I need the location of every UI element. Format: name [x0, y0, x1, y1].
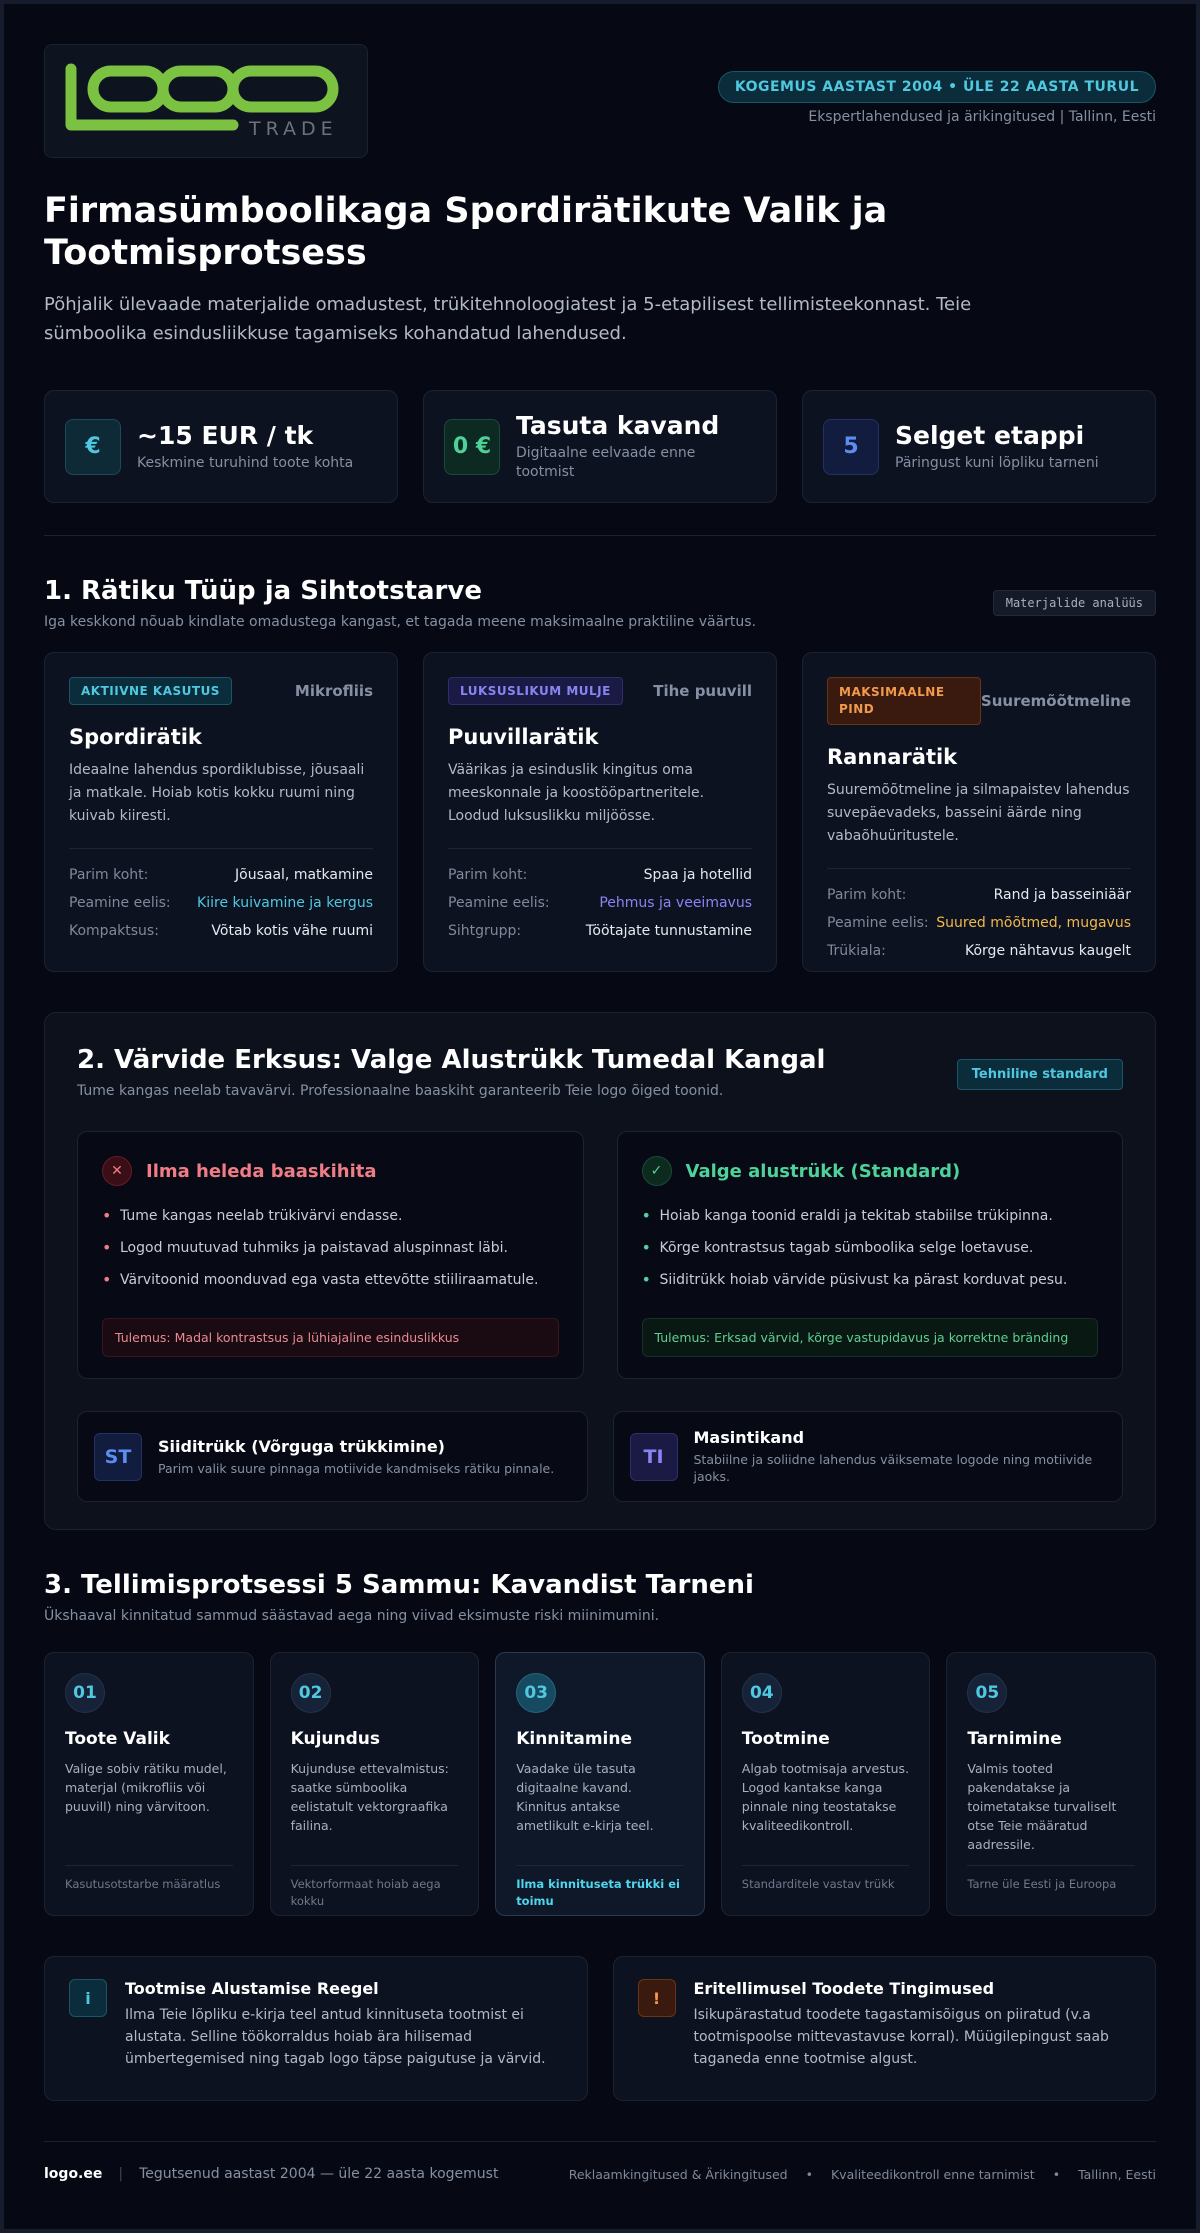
step-name: Tootmine [741, 1729, 830, 1749]
note-desc: Ilma Teie lõpliku e-kirja teel antud kinnituseta tootmist ei alustata. Selline töökorraldus hoiab ära hilisemad ümbertegemised ning tagab logo täpse paigutuse ja värvid. [125, 2007, 546, 2067]
header-subline: Ekspertlahendused ja ärikingitused | Tallinn, Eesti [808, 109, 1156, 125]
note-desc: Isikupärastatud toodete tagastamisõigus on piiratud (v.a tootmispoolse mittevastavuse korral). Müügilepingust saab taganeda enne tootmise algust. [693, 2007, 1109, 2067]
fabric-row [448, 889, 752, 917]
logo-wordmark: TRADE [249, 118, 338, 140]
section-subtitle: Tume kangas neelab tavavärvi. Professionaalne baaskiht garanteerib Teie logo õiged toonid. [77, 1083, 724, 1099]
five-icon: 5 [823, 419, 879, 475]
row-value: Suured mõõtmed, mugavus [936, 915, 1131, 931]
step-number: 05 [967, 1673, 1007, 1713]
screen-print-icon: ST [94, 1433, 142, 1481]
page-subtitle: Põhjalik ülevaade materjalide omadustest, trükitehnoloogiatest ja 5-etapilisest tellimisteekonnast. Teie sümboolika esindusliikkuse tagamiseks kohandatud lahendused. [44, 294, 972, 344]
fabric-row [69, 889, 373, 917]
footer-divider [44, 2141, 1156, 2142]
stat-label: Digitaalne eelvaade enne tootmist [516, 445, 696, 480]
step-name: Toote Valik [65, 1729, 170, 1749]
section-title: 1. Rätiku Tüüp ja Sihtotstarve [44, 576, 482, 606]
fabric-row [69, 861, 373, 889]
notes-row [44, 1956, 1156, 2101]
section-title: 2. Värvide Erksus: Valge Alustrükk Tumedal Kangal [77, 1045, 826, 1075]
fabric-type: Mikrofliis [294, 682, 373, 700]
fabric-name: Rannarätik [827, 745, 958, 769]
fabric-row [827, 909, 1131, 937]
divider [44, 535, 1156, 536]
row-key: Peamine eelis: [69, 895, 171, 911]
method-name: Siiditrükk (Võrguga trükkimine) [158, 1436, 445, 1456]
comparison-title: Valge alustrükk (Standard) [685, 1160, 961, 1182]
step-number: 04 [742, 1673, 782, 1713]
comparison [77, 1131, 1123, 1379]
fabric-pill: AKTIIVNE KASUTUS [69, 677, 232, 705]
stat-card-steps [802, 390, 1156, 503]
header-info [718, 44, 1156, 158]
stat-label: Keskmine turuhind toote kohta [137, 454, 354, 471]
fabric-row [69, 917, 373, 945]
step-number: 02 [291, 1673, 331, 1713]
fabric-card-sport [44, 652, 398, 972]
list-item: • Siiditrükk hoiab värvide püsivust ka pärast korduvat pesu. [641, 1270, 1068, 1289]
row-key: Parim koht: [448, 867, 528, 883]
list-item: • Värvitoonid moonduvad ega vasta ettevõtte stiiliraamatule. [102, 1270, 539, 1289]
row-value: Kiire kuivamine ja kergus [197, 895, 373, 911]
step-footnote: Vektorformaat hoiab aega kokku [291, 1865, 459, 1910]
fabric-card-cotton [423, 652, 777, 972]
method-card-screen [77, 1411, 588, 1502]
fabric-pill: LUKSUSLIKUM MULJE [448, 677, 623, 705]
step-card [44, 1652, 254, 1916]
step-footnote: Standarditele vastav trükk [742, 1865, 910, 1893]
step-desc: Algab tootmisaja arvestus. Logod kantakse kanga pinnale ning teostatakse kvaliteedikontroll. [741, 1761, 910, 1833]
step-name: Kinnitamine [516, 1729, 632, 1749]
footer-brand-link[interactable]: logo.ee [44, 2166, 103, 2182]
footer-bullet: • [805, 2166, 813, 2182]
method-desc: Parim valik suure pinnaga motiivide kandmiseks rätiku pinnale. [158, 1460, 555, 1476]
step-desc: Valige sobiv rätiku mudel, materjal (mikrofliis või puuvill) ning värvitoon. [65, 1761, 227, 1814]
close-icon: ✕ [102, 1156, 132, 1186]
step-footnote: Ilma kinnituseta trükki ei toimu [516, 1865, 684, 1910]
footer-link[interactable]: Kvaliteedikontroll enne tarnimist [830, 2166, 1035, 2182]
comparison-card-good [617, 1131, 1124, 1379]
row-value: Jõusaal, matkamine [235, 867, 373, 883]
stat-value: Selget etappi [895, 420, 1085, 450]
step-name: Tarnimine [967, 1729, 1062, 1749]
step-footnote: Kasutusotstarbe määratlus [65, 1865, 233, 1893]
fabric-desc: Suuremõõtmeline ja silmapaistev lahendus suvepäevadeks, basseini äärde ning vabaõhuüritustele. [827, 782, 1130, 844]
fabric-cards [44, 652, 1156, 972]
list-item: • Kõrge kontrastsus tagab sümboolika selge loetavuse. [641, 1238, 1034, 1257]
page-title: Firmasümboolikaga Spordirätikute Valik ja Tootmisprotsess [44, 191, 888, 273]
standard-badge: Tehniline standard [957, 1059, 1123, 1090]
row-key: Sihtgrupp: [448, 923, 522, 939]
step-desc: Vaadake üle tasuta digitaalne kavand. Kinnitus antakse ametlikult e-kirja teel. [516, 1761, 654, 1833]
logo-mark [63, 63, 353, 141]
fabric-desc: Ideaalne lahendus spordiklubisse, jõusaali ja matkale. Hoiab kotis kokku ruumi ning kuivab kiiresti. [69, 762, 365, 824]
row-value: Spaa ja hotellid [643, 867, 752, 883]
step-card [721, 1652, 931, 1916]
fabric-card-beach [802, 652, 1156, 972]
header [44, 44, 1156, 158]
row-value: Võtab kotis vähe ruumi [211, 923, 373, 939]
list-item: • Hoiab kanga toonid eraldi ja tekitab stabiilse trükipinna. [641, 1206, 1053, 1225]
footer-separator: | [118, 2166, 124, 2182]
stat-label: Päringust kuni lõpliku tarneni [895, 454, 1099, 471]
step-desc: Valmis tooted pakendatakse ja toimetatakse turvaliselt otse Teie määratud aadressile. [967, 1761, 1117, 1852]
fabric-name: Spordirätik [69, 725, 202, 749]
step-card [270, 1652, 480, 1916]
section-title: 3. Tellimisprotsessi 5 Sammu: Kavandist Tarneni [44, 1570, 754, 1600]
section-subtitle: Ükshaaval kinnitatud sammud säästavad aega ning viivad eksimuste riski miinimumini. [44, 1608, 660, 1624]
step-number: 01 [65, 1673, 105, 1713]
step-desc: Kujunduse ettevalmistus: saatke sümboolika eelistatult vektorgraafika failina. [290, 1761, 449, 1833]
euro-icon: € [65, 419, 121, 475]
row-value: Kõrge nähtavus kaugelt [965, 943, 1131, 959]
stats-row [44, 390, 1156, 503]
fabric-type: Suuremõõtmeline [980, 692, 1131, 710]
check-icon: ✓ [642, 1156, 672, 1186]
result-note: Tulemus: Erksad värvid, kõrge vastupidavus ja korrektne bränding [642, 1318, 1099, 1357]
footer [44, 2166, 1156, 2182]
comparison-title: Ilma heleda baaskihita [146, 1160, 377, 1182]
logo[interactable] [44, 44, 368, 158]
footer-since: Tegutsenud aastast 2004 — üle 22 aasta kogemust [139, 2166, 499, 2182]
result-note: Tulemus: Madal kontrastsus ja lühiajaline esinduslikkus [102, 1318, 559, 1357]
row-key: Kompaktsus: [69, 923, 159, 939]
fabric-type: Tihe puuvill [653, 682, 752, 700]
step-number: 03 [516, 1673, 556, 1713]
stat-card-price [44, 390, 398, 503]
section-fabric [44, 576, 1156, 972]
footer-location: Tallinn, Eesti [1078, 2166, 1156, 2182]
embroidery-icon: TI [630, 1433, 678, 1481]
step-name: Kujundus [290, 1729, 380, 1749]
note-title: Tootmise Alustamise Reegel [125, 1979, 379, 1998]
section-subtitle: Iga keskkond nõuab kindlate omadustega kangast, et tagada meene maksimaalne praktiline väärtus. [44, 614, 757, 630]
footer-link[interactable]: Reklaamkingitused & Ärikingitused [568, 2166, 788, 2182]
stat-card-design [423, 390, 777, 503]
method-desc: Stabiilne ja soliidne lahendus väiksemate logode ning motiivide jaoks. [693, 1452, 1093, 1484]
fabric-name: Puuvillarätik [448, 725, 599, 749]
method-card-embroidery [613, 1411, 1124, 1502]
materials-tag: Materjalide analüüs [993, 590, 1156, 616]
page-content [44, 44, 1156, 2182]
fabric-row [827, 881, 1131, 909]
step-card-highlighted [495, 1652, 705, 1916]
fabric-row [827, 937, 1131, 965]
fabric-pill: MAKSIMAALNE PIND [827, 677, 981, 725]
section-colors [44, 1012, 1156, 1530]
note-production-rule [44, 1956, 588, 2101]
row-key: Peamine eelis: [827, 915, 929, 931]
zero-euro-icon: 0 € [444, 419, 500, 475]
row-value: Pehmus ja veeimavus [599, 895, 752, 911]
method-name: Masintikand [693, 1428, 805, 1447]
footer-bullet: • [1052, 2166, 1061, 2182]
comparison-card-bad [77, 1131, 584, 1379]
row-value: Töötajate tunnustamine [585, 923, 752, 939]
experience-badge: KOGEMUS AASTAST 2004 • ÜLE 22 AASTA TURUL [718, 71, 1156, 103]
print-methods [77, 1411, 1123, 1502]
info-icon: i [69, 1979, 107, 2017]
row-key: Peamine eelis: [448, 895, 550, 911]
steps-row [44, 1652, 1156, 1916]
note-title: Eritellimusel Toodete Tingimused [693, 1979, 995, 1998]
step-footnote: Tarne üle Eesti ja Euroopa [967, 1865, 1135, 1893]
row-key: Parim koht: [827, 887, 907, 903]
warning-icon: ! [638, 1979, 676, 2017]
section-steps [44, 1570, 1156, 1916]
step-card [946, 1652, 1156, 1916]
row-value: Rand ja basseiniäär [993, 887, 1131, 903]
fabric-row [448, 861, 752, 889]
stat-value: Tasuta kavand [516, 411, 720, 440]
row-key: Trükiala: [827, 943, 886, 959]
stat-value: ~15 EUR / tk [137, 420, 314, 450]
list-item: • Tume kangas neelab trükivärvi endasse. [102, 1206, 403, 1225]
fabric-row [448, 917, 752, 945]
note-custom-terms [613, 1956, 1157, 2101]
list-item: • Logod muutuvad tuhmiks ja paistavad aluspinnast läbi. [102, 1238, 508, 1257]
row-key: Parim koht: [69, 867, 149, 883]
fabric-desc: Väärikas ja esinduslik kingitus oma meeskonnale ja koostööpartneritele. Loodud luksuslikku miljöösse. [448, 762, 705, 824]
